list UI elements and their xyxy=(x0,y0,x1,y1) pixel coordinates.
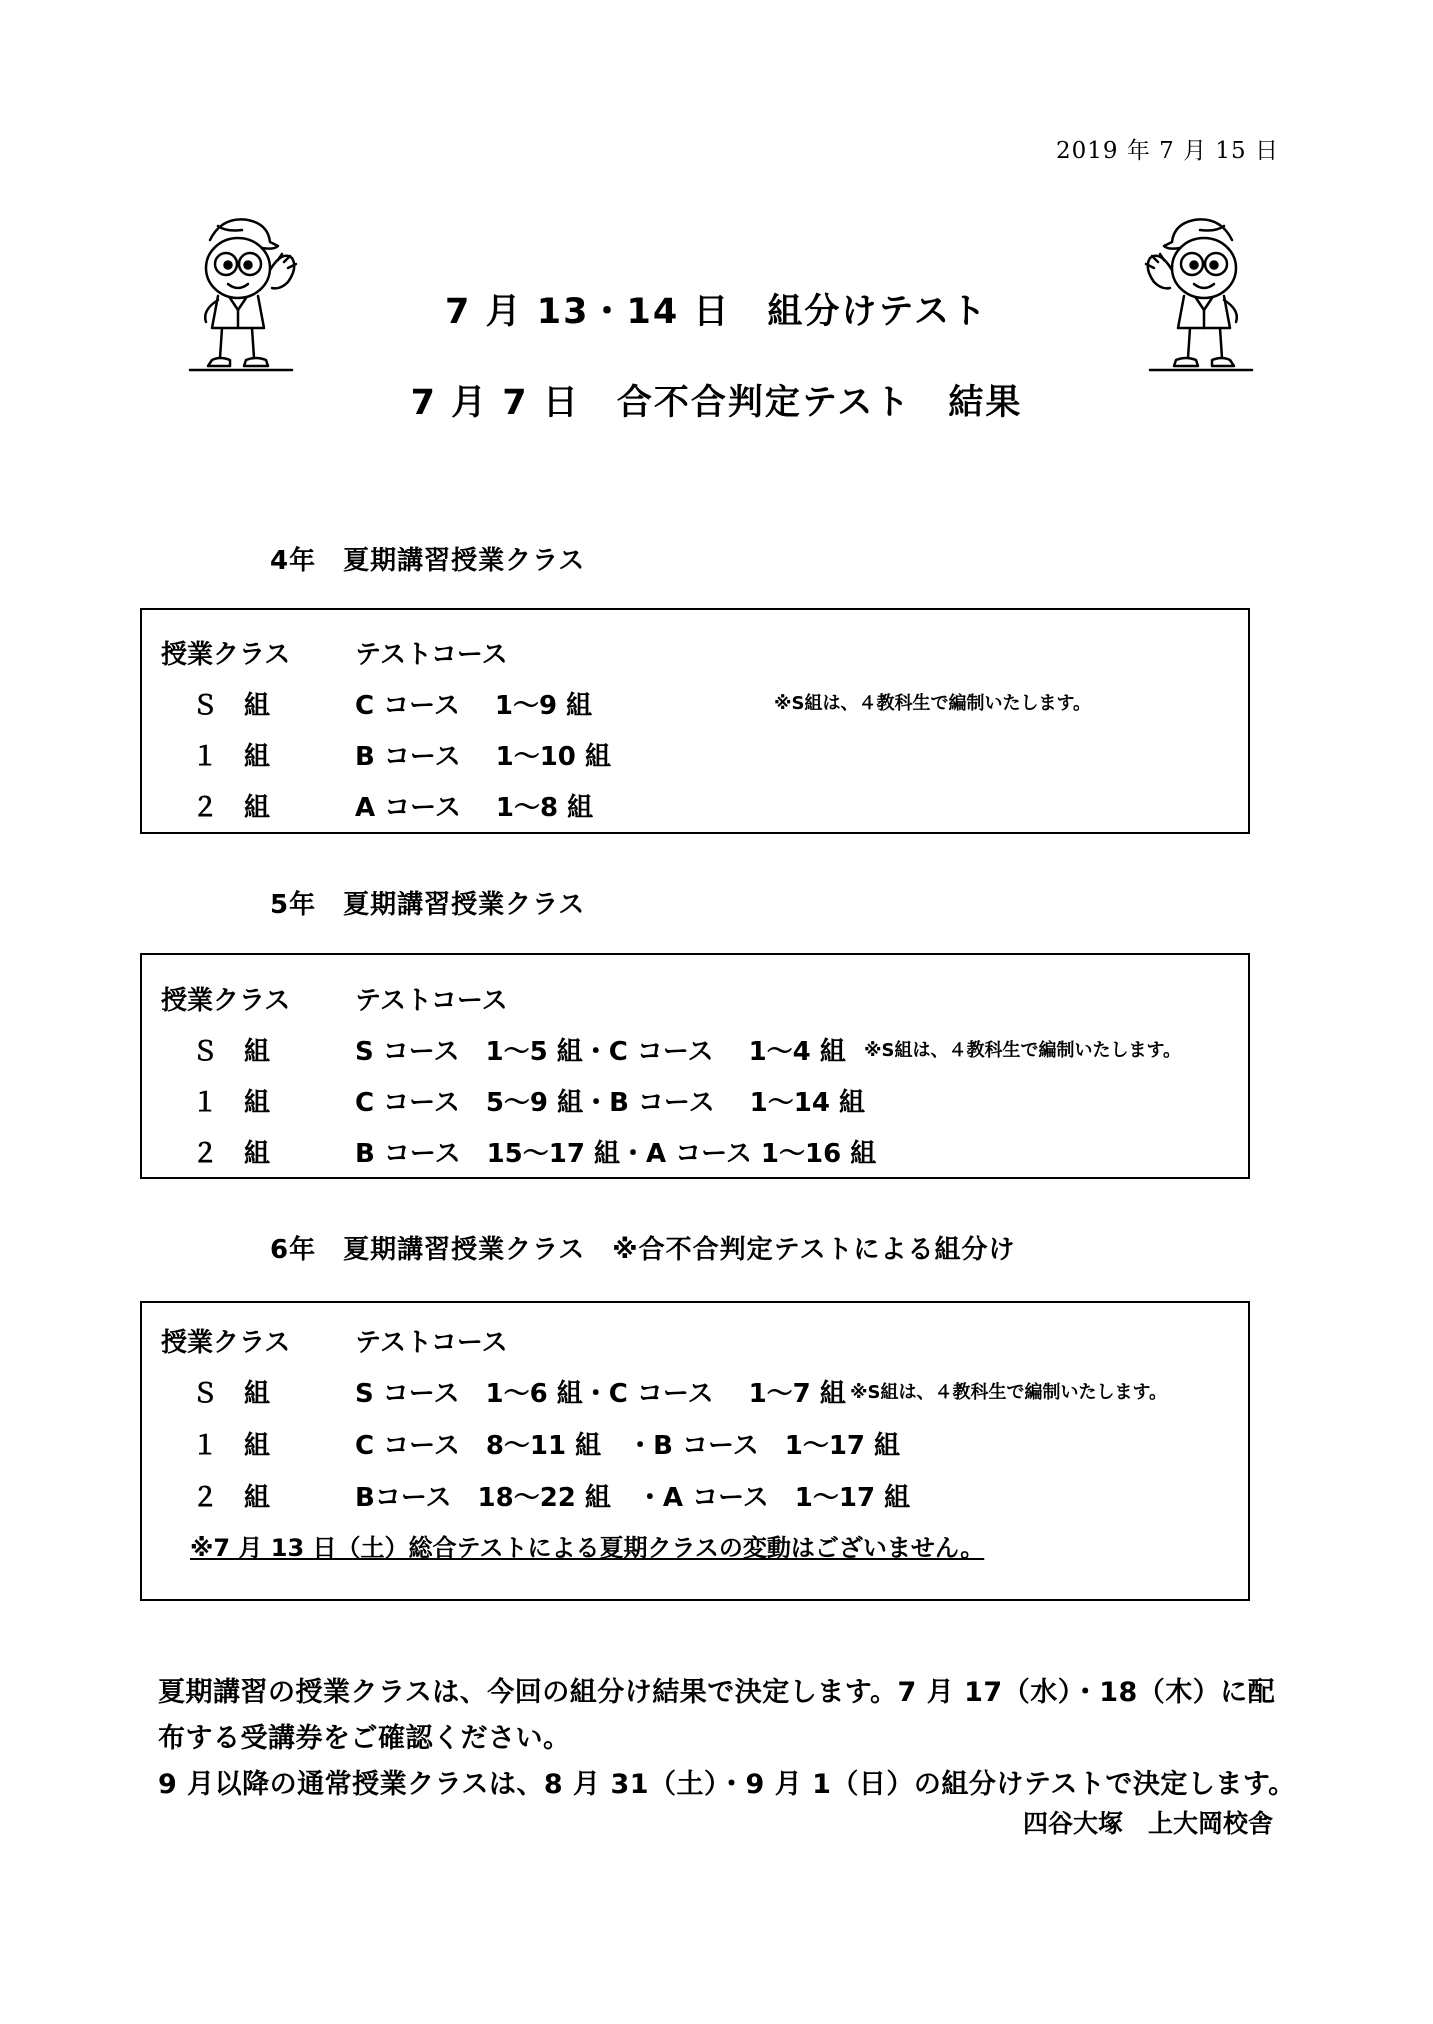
class-table-grade4 xyxy=(140,608,1250,834)
table-footnote: ※7 月 13 日（土）総合テストによる夏期クラスの変動はございません。 xyxy=(190,1534,985,1562)
group-label: ２ 組 xyxy=(192,1139,271,1169)
document-date: 2019 年 7 月 15 日 xyxy=(1056,138,1279,164)
school-signature: 四谷大塚 上大岡校舎 xyxy=(1022,1809,1273,1838)
row-note: ※S組は、４教科生で編制いたします。 xyxy=(774,693,1092,714)
course-range: C コース 8～11 組 ・B コース 1～17 組 xyxy=(355,1431,901,1461)
table-header xyxy=(142,980,1248,1016)
notice-line: 夏期講習の授業クラスは、今回の組分け結果で決定します。7 月 17（水）・18（木）に配 xyxy=(158,1677,1276,1708)
group-label: Ｓ 組 xyxy=(192,1379,271,1409)
row-note: ※S組は、４教科生で編制いたします。 xyxy=(864,1040,1182,1061)
group-label: Ｓ 組 xyxy=(192,691,271,721)
table-row xyxy=(142,1477,1248,1513)
group-label: ２ 組 xyxy=(192,1483,271,1513)
course-range: Bコース 18～22 組 ・A コース 1～17 組 xyxy=(355,1483,911,1513)
table-row xyxy=(142,1373,1248,1409)
table-row xyxy=(142,1031,1248,1067)
section-heading-grade5: 5年 夏期講習授業クラス xyxy=(270,890,586,920)
header-class: 授業クラス xyxy=(161,1328,291,1358)
header-course: テストコース xyxy=(355,640,508,670)
table-row xyxy=(142,1425,1248,1461)
course-range: C コース 1～9 組 xyxy=(355,691,593,721)
group-label: １ 組 xyxy=(192,1431,271,1461)
course-range: S コース 1～5 組・C コース 1～4 組 xyxy=(355,1037,846,1067)
page-title: 7 月 13・14 日 組分けテスト xyxy=(445,292,988,332)
table-row xyxy=(142,736,1248,772)
class-table-grade6 xyxy=(140,1301,1250,1601)
table-header xyxy=(142,634,1248,670)
header-course: テストコース xyxy=(355,1328,508,1358)
group-label: ２ 組 xyxy=(192,793,271,823)
header-course: テストコース xyxy=(355,986,508,1016)
course-range: B コース 15～17 組・A コース 1～16 組 xyxy=(355,1139,877,1169)
course-range: S コース 1～6 組・C コース 1～7 組 xyxy=(355,1379,846,1409)
table-row xyxy=(142,685,1248,721)
header-class: 授業クラス xyxy=(161,640,291,670)
section-heading-grade4: 4年 夏期講習授業クラス xyxy=(270,546,586,576)
group-label: Ｓ 組 xyxy=(192,1037,271,1067)
notice-line: 9 月以降の通常授業クラスは、8 月 31（土）・9 月 1（日）の組分けテストで決定します。 xyxy=(158,1769,1296,1800)
page-subtitle: 7 月 7 日 合不合判定テスト 結果 xyxy=(410,383,1023,423)
table-row xyxy=(142,1133,1248,1169)
course-range: A コース 1～8 組 xyxy=(355,793,594,823)
table-header xyxy=(142,1322,1248,1358)
notice-line: 布する受講券をご確認ください。 xyxy=(158,1723,571,1754)
table-row xyxy=(142,787,1248,823)
section-heading-grade6: 6年 夏期講習授業クラス ※合不合判定テストによる組分け xyxy=(270,1235,1016,1265)
course-range: C コース 5～9 組・B コース 1～14 組 xyxy=(355,1088,866,1118)
row-note: ※S組は、４教科生で編制いたします。 xyxy=(850,1382,1168,1403)
group-label: １ 組 xyxy=(192,1088,271,1118)
class-table-grade5 xyxy=(140,953,1250,1179)
table-row xyxy=(142,1082,1248,1118)
course-range: B コース 1～10 組 xyxy=(355,742,611,772)
header-class: 授業クラス xyxy=(161,986,291,1016)
group-label: １ 組 xyxy=(192,742,271,772)
